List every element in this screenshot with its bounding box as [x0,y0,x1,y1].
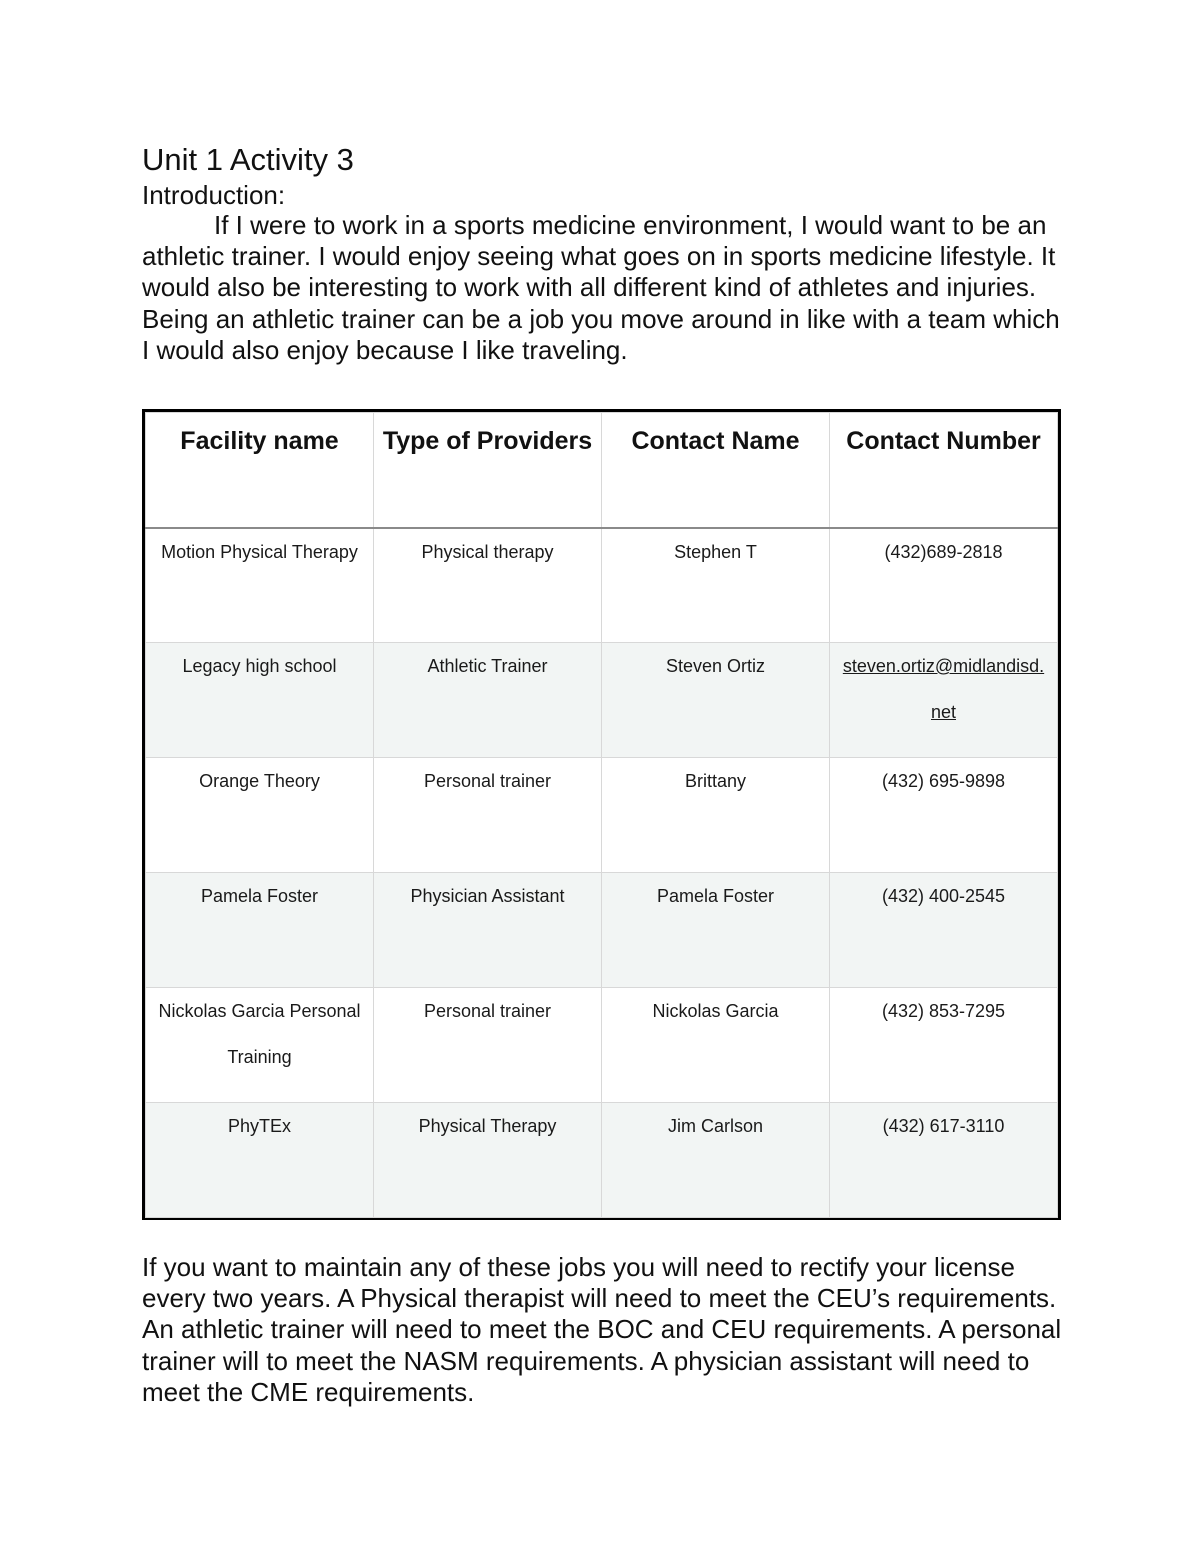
table-row [146,528,1058,643]
cell-contact-number: (432)689-2818 [830,528,1058,643]
cell-contact-name: Brittany [602,758,830,873]
cell-contact-number: (432) 400-2545 [830,873,1058,988]
cell-provider-type: Personal trainer [374,758,602,873]
cell-facility-name: Motion Physical Therapy [146,528,374,643]
cell-contact-email [830,643,1058,758]
cell-contact-number: (432) 695-9898 [830,758,1058,873]
cell-contact-name: Stephen T [602,528,830,643]
intro-paragraph: If I were to work in a sports medicine environment, I would want to be an athletic trainer. I would enjoy seeing what goes on in sports medicine lifestyle. It would also be interesting to work with all different kind of athletes and injuries. Being an athletic trainer can be a job you move around in like with a team which I would also enjoy because I like traveling. [142,210,1060,365]
cell-contact-name: Steven Ortiz [602,643,830,758]
cell-contact-name: Nickolas Garcia [602,988,830,1103]
cell-facility-name: Pamela Foster [146,873,374,988]
header-type-of-providers: Type of Providers [374,413,602,528]
facility-table [142,409,1061,1220]
cell-facility-name: Legacy high school [146,643,374,758]
table-row [146,643,1058,758]
cell-provider-type: Athletic Trainer [374,643,602,758]
cell-facility-name: Orange Theory [146,758,374,873]
table-row [146,988,1058,1103]
cell-contact-number: (432) 853-7295 [830,988,1058,1103]
cell-provider-type: Physician Assistant [374,873,602,988]
table-row [146,873,1058,988]
table-header-row [146,413,1058,528]
cell-provider-type: Physical therapy [374,528,602,643]
table-row [146,758,1058,873]
cell-provider-type: Personal trainer [374,988,602,1103]
intro-label: Introduction: [142,180,286,210]
document-body [142,140,1060,366]
cell-contact-name: Jim Carlson [602,1103,830,1218]
header-facility-name: Facility name [146,413,374,528]
page-title: Unit 1 Activity 3 [142,142,354,177]
header-contact-name: Contact Name [602,413,830,528]
cell-contact-name: Pamela Foster [602,873,830,988]
cell-contact-number: (432) 617-3110 [830,1103,1058,1218]
closing-paragraph: If you want to maintain any of these jobs you will need to rectify your license every two years. A Physical therapist will need to meet the CEU’s requirements. An athletic trainer will need to meet the BOC and CEU requirements. A personal trainer will to meet the NASM requirements. A physician assistant will need to meet the CME requirements. [142,1252,1062,1407]
cell-provider-type: Physical Therapy [374,1103,602,1218]
cell-facility-name: Nickolas Garcia Personal Training [146,988,374,1103]
cell-facility-name: PhyTEx [146,1103,374,1218]
email-link[interactable]: steven.ortiz@midlandisd.net [842,656,1045,722]
header-contact-number: Contact Number [830,413,1058,528]
table-row [146,1103,1058,1218]
